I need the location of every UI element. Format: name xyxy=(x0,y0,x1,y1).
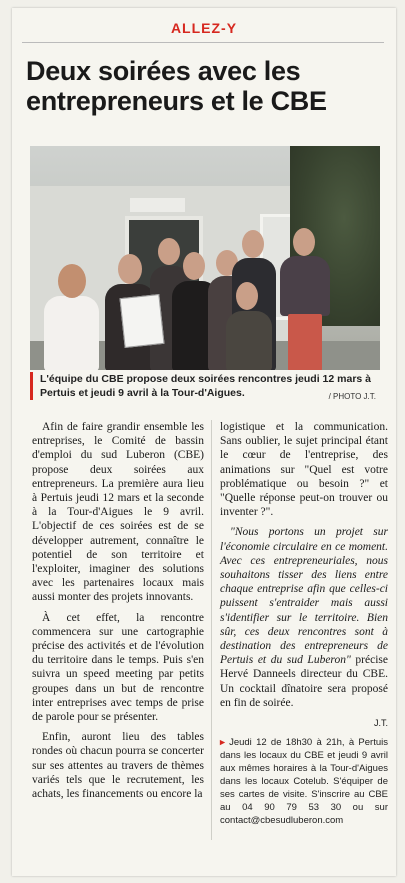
headline: Deux soirées avec les entrepreneurs et le CBE xyxy=(26,56,327,116)
photo-building-sign xyxy=(130,198,185,212)
practical-info-text: Jeudi 12 de 18h30 à 21h, à Pertuis dans les locaux du CBE et jeudi 9 avril aux mêmes horaires à la Tour-d'Aigues dans les locaux Cotelub. S'équiper de ses cartes de visite. S'inscrire au CBE au 04 90 79 53 30 ou sur contact@cbesudluberon.com xyxy=(220,737,388,827)
photo-person-head xyxy=(293,228,315,256)
caption-accent-bar xyxy=(30,372,33,400)
photo-person-head xyxy=(58,264,86,298)
section-rubric: ALLEZ-Y xyxy=(170,20,238,36)
photo-person xyxy=(44,296,99,371)
photo-caption-box xyxy=(30,370,380,412)
photo-person-head xyxy=(183,252,205,280)
rubric-divider xyxy=(22,42,384,43)
article-paragraph: Enfin, auront lieu des tables rondes où chacun pourra se concerter sur ses attentes au travers de thèmes variés tels que le recrutement, les achats, les financements ou encore la xyxy=(32,731,204,801)
author-signature: J.T. xyxy=(373,718,388,729)
photo-person-head xyxy=(242,230,264,258)
photo-credit: / PHOTO J.T. xyxy=(328,392,376,401)
group-photo xyxy=(30,146,380,371)
photo-person-head xyxy=(118,254,142,284)
photo-document xyxy=(119,294,164,348)
article-paragraph: À cet effet, la rencontre commencera sur une cartographie précise des activités et de l'évolution du territoire dans le temps. Puis s'en suivra un speed meeting par petits groupes dans un but de rencontre inter entreprises avec temps de prise de parole pour se présenter. xyxy=(32,611,204,724)
photo-caption: L'équipe du CBE propose deux soirées rencontres jeudi 12 mars à Pertuis et jeudi 9 avril à la Tour-d'Aigues. xyxy=(40,373,372,399)
article-paragraph: Afin de faire grandir ensemble les entreprises, le Comité de bassin d'emploi du sud Luberon (CBE) propose deux soirées aux entrepreneurs. La première aura lieu à Pertuis jeudi 12 mars et la seconde à la Tour-d'Aigues le 9 avril. L'objectif de ces soirées est de se développer autrement, connaître le potentiel de son territoire et l'exploiter, imaginer des solutions avec les partenaires locaux mais aussi monter des projets innovants. xyxy=(32,421,204,604)
newspaper-clipping xyxy=(12,8,396,876)
practical-info xyxy=(220,736,388,827)
article-quote-paragraph xyxy=(220,525,388,710)
photo-person-legs xyxy=(288,314,322,371)
article-column-2 xyxy=(220,420,388,827)
photo-person xyxy=(226,311,272,371)
photo-person-head xyxy=(236,282,258,310)
info-arrow-icon: ▸ xyxy=(220,737,225,749)
director-quote: "Nous portons un projet sur l'économie circulaire en ce moment. Avec ces entrepreneuriales, nous souhaitons tisser des liens entre chaque entreprise afin que celles-ci puissent s'entraider mais aussi s'identifier sur le territoire. Bien sûr, ces deux rencontres sont à destination des entrepreneurs de Pertuis et du sud Luberon" xyxy=(220,526,388,667)
article-column-1 xyxy=(32,420,204,807)
column-divider xyxy=(211,420,212,840)
photo-person xyxy=(280,256,330,316)
photo-person-head xyxy=(158,238,180,265)
quote-attribution: précise Hervé Danneels directeur du CBE. Un cocktail dînatoire sera proposé en fin de soirée. xyxy=(220,654,388,709)
article-paragraph: logistique et la communication. Sans oublier, le sujet principal étant le cœur de l'entreprise, des animations sur "Quel est votre problématique ou besoin ?" et "Quelle réponse peut-on trouver ou inventer ?". xyxy=(220,421,388,519)
